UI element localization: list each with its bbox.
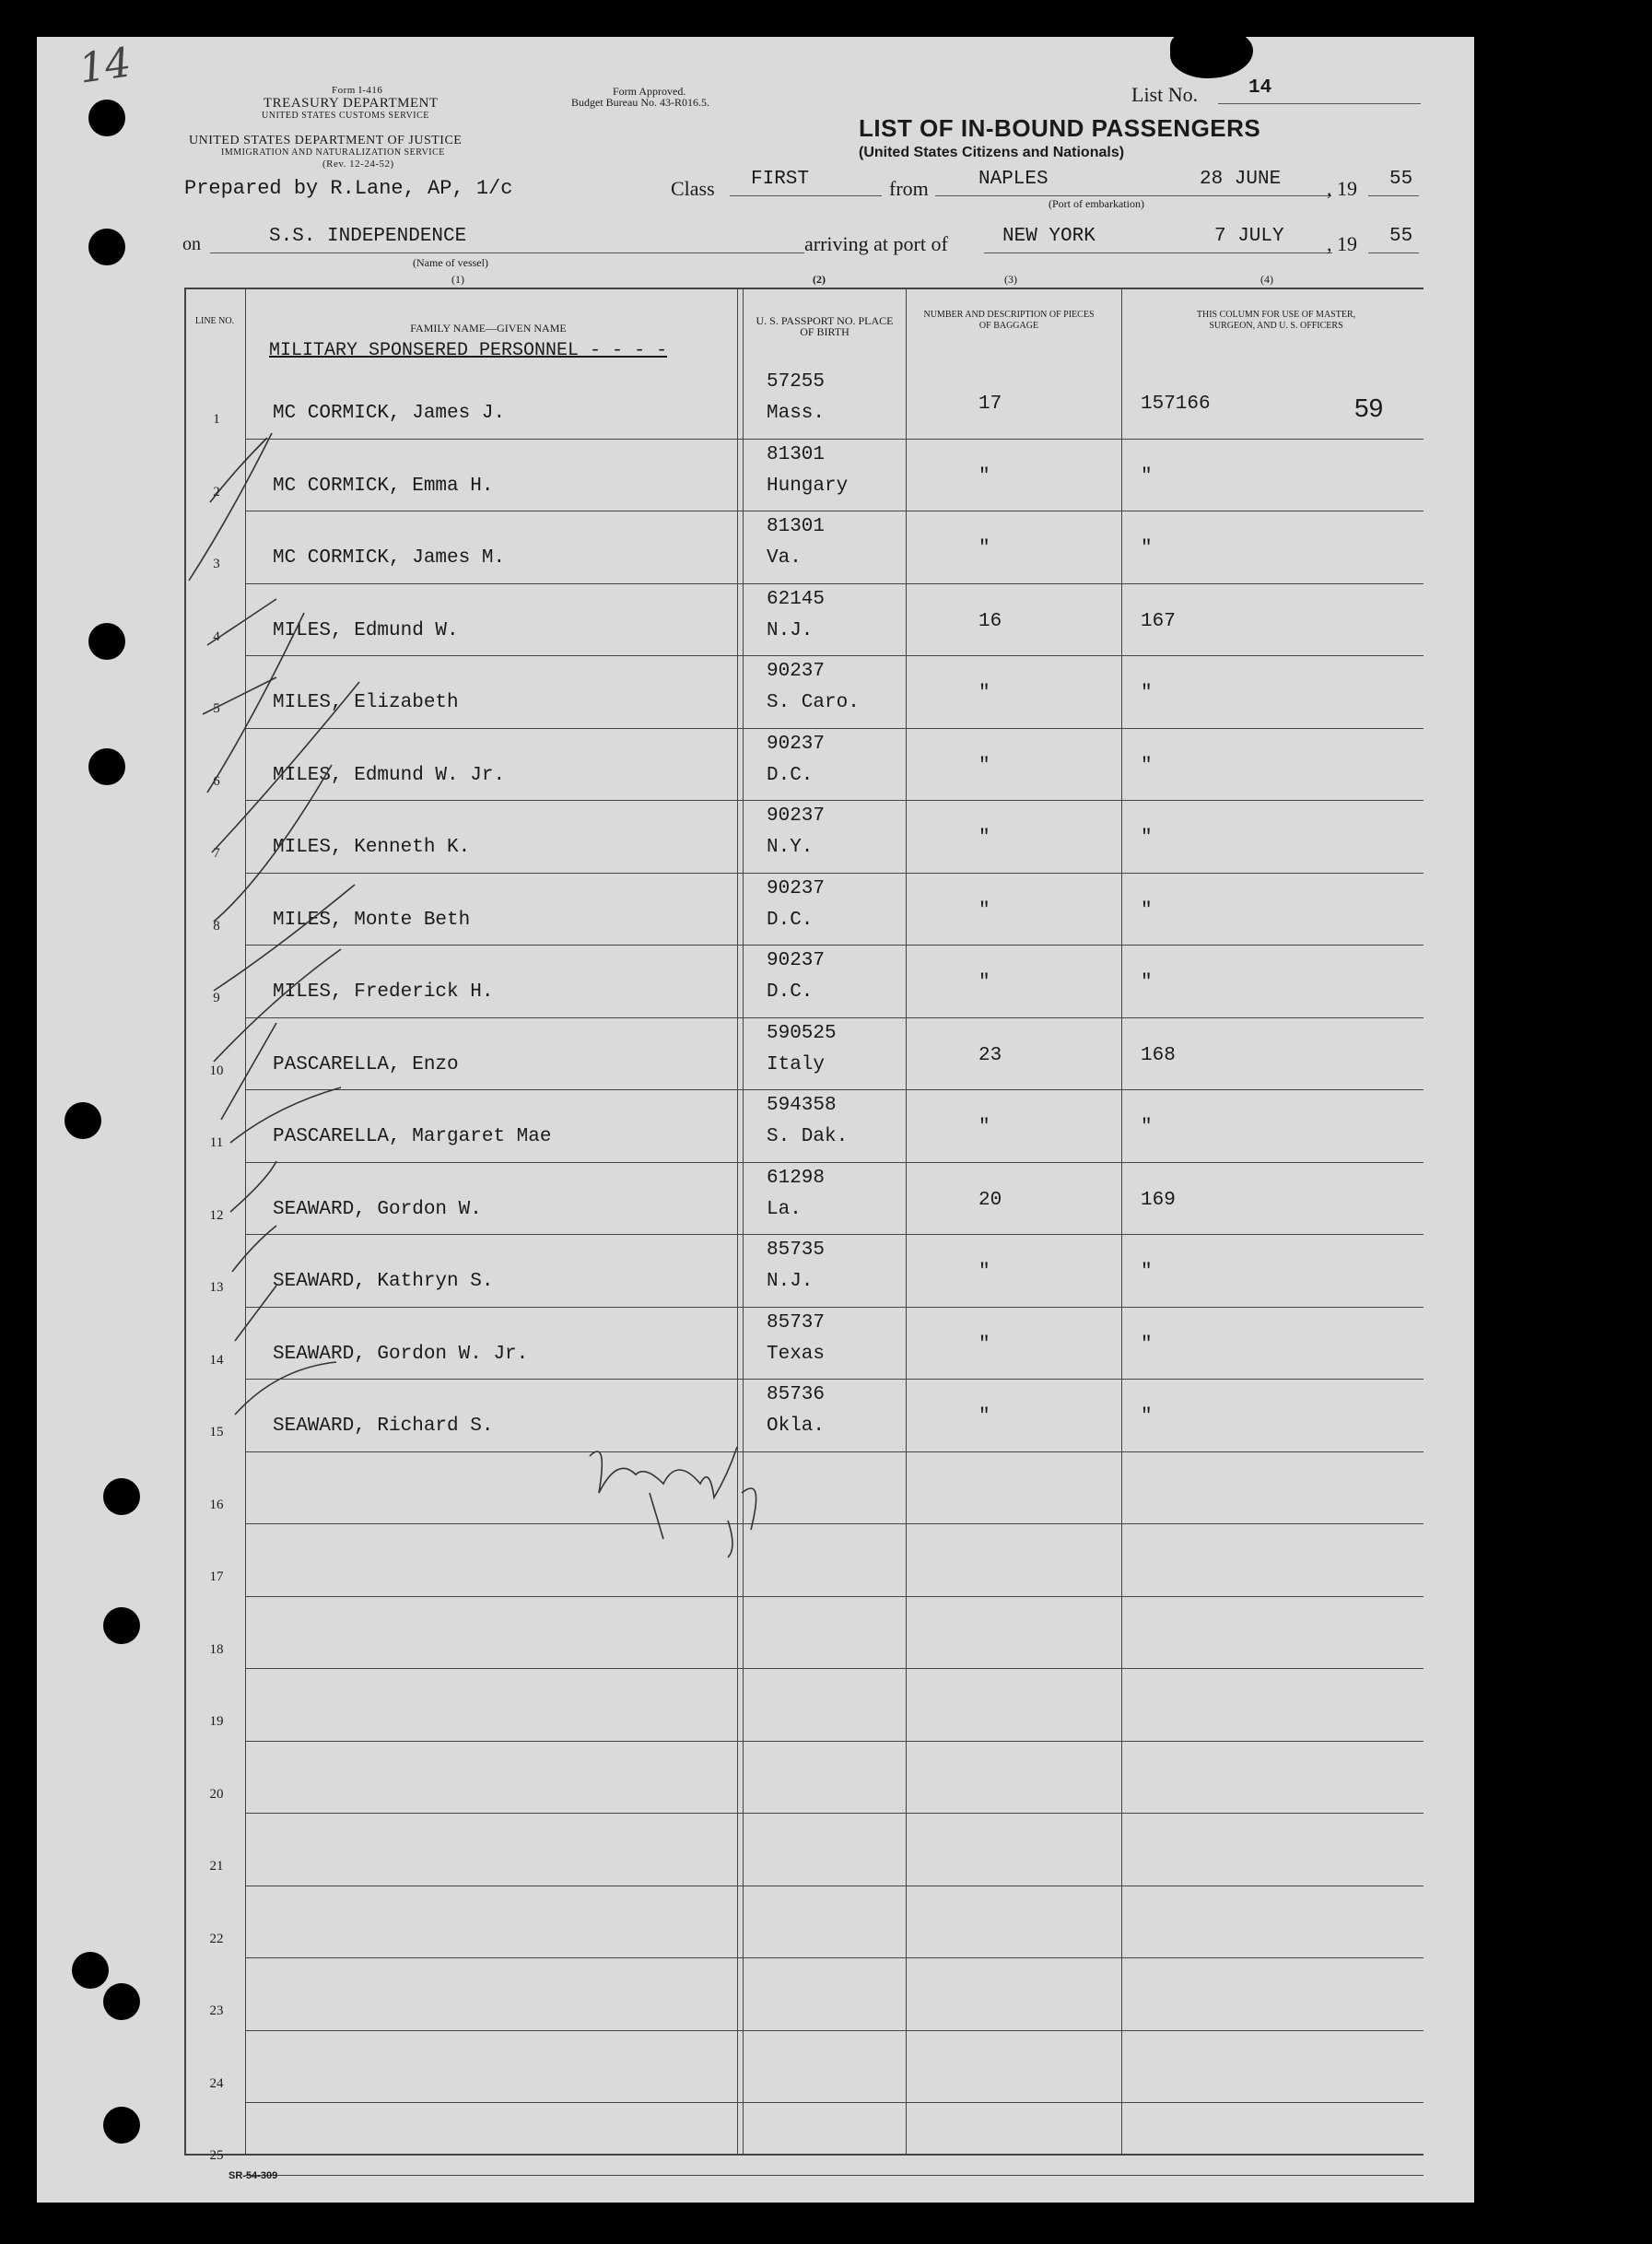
check-mark bbox=[230, 1087, 341, 1143]
passenger-name: MILES, Edmund W. bbox=[273, 619, 459, 641]
check-mark bbox=[189, 433, 272, 581]
birth-place: Texas bbox=[767, 1343, 826, 1365]
passenger-name: MILES, Kenneth K. bbox=[273, 837, 471, 858]
list-subtitle: (United States Citizens and Nationals) bbox=[859, 145, 1125, 160]
baggage-count: " bbox=[978, 538, 990, 559]
officer-number: " bbox=[1141, 972, 1153, 993]
passenger-name: SEAWARD, Kathryn S. bbox=[273, 1271, 494, 1292]
passenger-name: MC CORMICK, Emma H. bbox=[273, 475, 494, 497]
budget-bureau: Budget Bureau No. 43-R016.5. bbox=[571, 96, 709, 109]
line-number: 10 bbox=[209, 1063, 224, 1078]
class-value: FIRST bbox=[751, 169, 810, 190]
passenger-name: MC CORMICK, James M. bbox=[273, 547, 506, 569]
officer-number: " bbox=[1141, 465, 1153, 488]
passport-number: 594358 bbox=[767, 1095, 837, 1116]
header-officers: THIS COLUMN FOR USE OF MASTER, SURGEON, AND U. S. OFFICERS bbox=[1196, 310, 1356, 331]
line-number: 20 bbox=[209, 1786, 224, 1802]
line-number: 13 bbox=[209, 1280, 224, 1295]
officer-number: 167 bbox=[1141, 610, 1176, 632]
form-number: Form I-416 bbox=[332, 85, 383, 96]
header-line-no: LINE NO. bbox=[194, 316, 235, 326]
passenger-name: SEAWARD, Gordon W. bbox=[273, 1198, 482, 1220]
line-number: 24 bbox=[209, 2075, 224, 2091]
signature bbox=[590, 1447, 756, 1557]
line-number: 16 bbox=[209, 1497, 224, 1512]
line-number: 4 bbox=[213, 629, 220, 644]
birth-place: D.C. bbox=[767, 909, 814, 931]
check-mark bbox=[214, 765, 332, 922]
check-mark bbox=[207, 599, 276, 645]
line-number: 12 bbox=[209, 1207, 224, 1223]
ins-service: IMMIGRATION AND NATURALIZATION SERVICE bbox=[221, 147, 445, 158]
check-mark bbox=[203, 677, 276, 714]
baggage-count: " bbox=[978, 683, 990, 704]
line-number: 19 bbox=[209, 1714, 224, 1729]
header-passport: U. S. PASSPORT NO. PLACE OF BIRTH bbox=[756, 314, 894, 338]
passport-number: 90237 bbox=[767, 877, 826, 899]
col1-marker: (1) bbox=[451, 273, 464, 286]
baggage-count: " bbox=[978, 1262, 990, 1283]
check-mark bbox=[235, 1286, 276, 1341]
line-number: 3 bbox=[213, 557, 220, 571]
line-number: 5 bbox=[213, 701, 220, 716]
passport-number: 90237 bbox=[767, 950, 826, 971]
prepared-by: Prepared by R.Lane, AP, 1/c bbox=[184, 177, 513, 200]
col3-marker: (3) bbox=[1004, 273, 1017, 286]
vessel-caption: (Name of vessel) bbox=[413, 256, 488, 269]
header-baggage: NUMBER AND DESCRIPTION OF PIECES OF BAGGAGE bbox=[923, 310, 1095, 331]
baggage-count: 20 bbox=[978, 1189, 1002, 1211]
birth-place: N.Y. bbox=[767, 837, 814, 858]
passenger-name: MILES, Elizabeth bbox=[273, 692, 459, 713]
birth-place: Mass. bbox=[767, 403, 826, 424]
passenger-name: PASCARELLA, Margaret Mae bbox=[273, 1126, 552, 1147]
check-mark bbox=[230, 1161, 276, 1212]
baggage-count: " bbox=[978, 972, 990, 993]
section-heading: MILITARY SPONSERED PERSONNEL - - - - bbox=[269, 340, 668, 361]
birth-place: S. Dak. bbox=[767, 1126, 849, 1147]
passenger-name: SEAWARD, Gordon W. Jr. bbox=[273, 1343, 529, 1365]
passport-number: 85735 bbox=[767, 1239, 826, 1261]
passenger-name: SEAWARD, Richard S. bbox=[273, 1416, 494, 1437]
officer-number: 168 bbox=[1141, 1044, 1176, 1066]
check-mark bbox=[221, 1023, 276, 1120]
year-value: 55 bbox=[1389, 169, 1413, 190]
line-number: 6 bbox=[213, 773, 220, 789]
form-approved: Form Approved. bbox=[613, 85, 686, 98]
passenger-name: PASCARELLA, Enzo bbox=[273, 1053, 459, 1075]
arrival-port: NEW YORK bbox=[1002, 226, 1095, 247]
birth-place: Va. bbox=[767, 547, 802, 569]
vessel-name: S.S. INDEPENDENCE bbox=[269, 226, 467, 247]
justice-department: UNITED STATES DEPARTMENT OF JUSTICE bbox=[189, 134, 463, 147]
form-code: SR-54-309 bbox=[228, 2170, 278, 2181]
year2-value: 55 bbox=[1389, 226, 1413, 247]
port-embark-caption: (Port of embarkation) bbox=[1049, 197, 1144, 210]
passenger-name: MILES, Monte Beth bbox=[273, 909, 471, 931]
officer-number: " bbox=[1141, 538, 1153, 559]
birth-place: Hungary bbox=[767, 475, 849, 497]
passenger-name: MILES, Edmund W. Jr. bbox=[273, 764, 506, 786]
officer-number: " bbox=[1141, 828, 1153, 849]
line-number: 14 bbox=[209, 1352, 224, 1368]
passport-number: 61298 bbox=[767, 1167, 826, 1189]
revision-date: (Rev. 12-24-52) bbox=[322, 159, 394, 170]
line-number: 15 bbox=[209, 1425, 224, 1439]
birth-place: Italy bbox=[767, 1053, 826, 1075]
baggage-count: " bbox=[978, 899, 990, 922]
birth-place: Okla. bbox=[767, 1416, 826, 1437]
line-number: 2 bbox=[213, 484, 220, 499]
passport-number: 57255 bbox=[767, 371, 826, 393]
officer-number: " bbox=[1141, 683, 1153, 704]
passenger-name: MILES, Frederick H. bbox=[273, 981, 494, 1003]
year2-prefix: , 19 bbox=[1327, 232, 1357, 255]
baggage-count: 23 bbox=[978, 1044, 1002, 1066]
baggage-count: " bbox=[978, 1406, 990, 1427]
year-prefix: , 19 bbox=[1327, 177, 1357, 200]
from-label: from bbox=[889, 177, 929, 200]
header-name: FAMILY NAME—GIVEN NAME bbox=[410, 322, 567, 335]
arriving-label: arriving at port of bbox=[804, 232, 948, 255]
birth-place: N.J. bbox=[767, 619, 814, 641]
customs-service: UNITED STATES CUSTOMS SERVICE bbox=[262, 111, 429, 121]
officer-number: " bbox=[1141, 1262, 1153, 1283]
check-mark bbox=[212, 682, 359, 852]
treasury-department: TREASURY DEPARTMENT bbox=[264, 96, 439, 111]
list-title: LIST OF IN-BOUND PASSENGERS bbox=[859, 114, 1261, 142]
officer-number: " bbox=[1141, 1406, 1153, 1427]
birth-place: D.C. bbox=[767, 981, 814, 1003]
margin-mark: 14 bbox=[76, 39, 135, 93]
passenger-name: MC CORMICK, James J. bbox=[273, 403, 506, 424]
baggage-count: " bbox=[978, 465, 990, 488]
passport-number: 90237 bbox=[767, 733, 826, 755]
from-value: NAPLES bbox=[978, 169, 1049, 190]
baggage-count: " bbox=[978, 828, 990, 849]
class-label: Class bbox=[671, 177, 715, 200]
check-mark bbox=[210, 438, 267, 502]
birth-place: La. bbox=[767, 1198, 802, 1220]
line-number: 18 bbox=[209, 1641, 224, 1657]
arrival-date: 7 JULY bbox=[1214, 226, 1284, 247]
officer-number: " bbox=[1141, 755, 1153, 777]
officer-number: " bbox=[1141, 1117, 1153, 1138]
list-no-value: 14 bbox=[1248, 77, 1272, 99]
baggage-count: 16 bbox=[978, 610, 1002, 632]
officer-number: 169 bbox=[1141, 1189, 1176, 1211]
baggage-count: " bbox=[978, 1333, 990, 1356]
birth-place: D.C. bbox=[767, 764, 814, 786]
depart-date: 28 JUNE bbox=[1200, 169, 1282, 190]
col4-marker: (4) bbox=[1260, 273, 1273, 286]
line-number: 23 bbox=[209, 2003, 224, 2018]
officer-number: " bbox=[1141, 1333, 1153, 1356]
check-mark bbox=[214, 949, 341, 1062]
line-number: 25 bbox=[209, 2148, 224, 2163]
passport-number: 81301 bbox=[767, 516, 826, 537]
line-number: 22 bbox=[209, 1931, 224, 1946]
baggage-count: " bbox=[978, 755, 990, 777]
officer-number: " bbox=[1141, 899, 1153, 922]
passport-number: 81301 bbox=[767, 443, 826, 465]
list-no-label: List No. bbox=[1131, 83, 1199, 106]
passport-number: 90237 bbox=[767, 805, 826, 827]
passport-number: 85736 bbox=[767, 1384, 826, 1405]
col2-marker: (2) bbox=[813, 273, 826, 286]
passport-number: 62145 bbox=[767, 588, 826, 610]
birth-place: S. Caro. bbox=[767, 692, 860, 713]
line-number: 9 bbox=[213, 991, 220, 1005]
line-number: 21 bbox=[209, 1859, 224, 1874]
passport-number: 85737 bbox=[767, 1311, 826, 1333]
line-number: 11 bbox=[209, 1135, 224, 1150]
birth-place: N.J. bbox=[767, 1271, 814, 1292]
baggage-count: " bbox=[978, 1117, 990, 1138]
line-number: 17 bbox=[209, 1569, 224, 1584]
passport-number: 90237 bbox=[767, 661, 826, 682]
line-number: 7 bbox=[213, 846, 220, 861]
officer-number: 157166 bbox=[1141, 394, 1211, 415]
passport-number: 590525 bbox=[767, 1022, 837, 1044]
line-number: 1 bbox=[213, 412, 220, 427]
line-number: 8 bbox=[213, 918, 220, 934]
check-mark bbox=[232, 1226, 276, 1272]
officer-extra: 59 bbox=[1354, 394, 1384, 422]
check-mark bbox=[235, 1362, 336, 1415]
baggage-count: 17 bbox=[978, 394, 1002, 415]
on-label: on bbox=[182, 234, 201, 254]
